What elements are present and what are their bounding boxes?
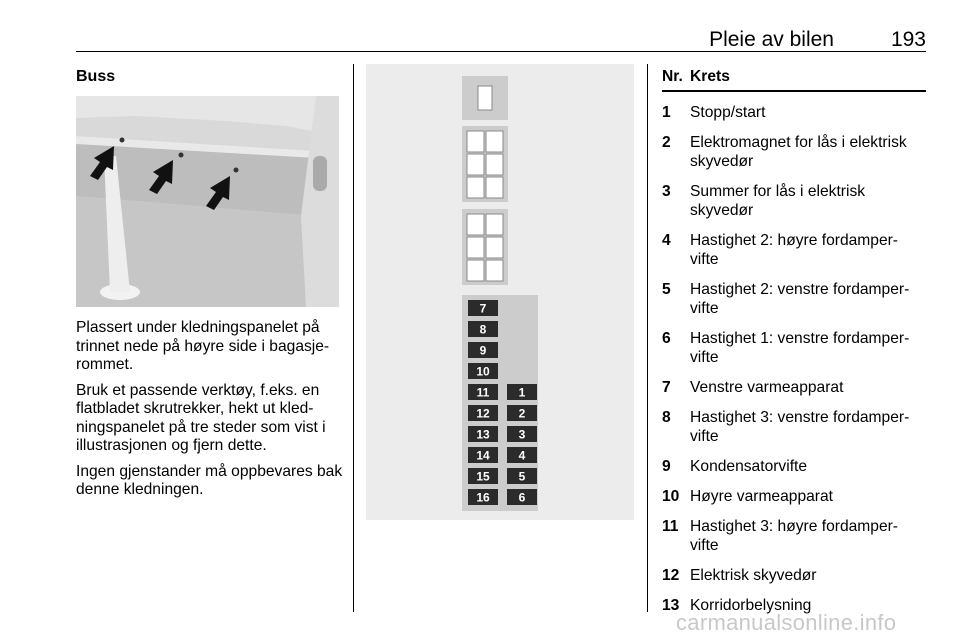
header-krets: Krets xyxy=(690,68,730,85)
table-body xyxy=(662,103,926,615)
fuse-label: 4 xyxy=(518,448,526,463)
fuse-label: 6 xyxy=(518,490,526,505)
row-number: 1 xyxy=(662,104,671,121)
fuse-label: 9 xyxy=(479,343,487,358)
row-number: 5 xyxy=(662,281,671,298)
header-nr: Nr. xyxy=(662,68,683,85)
row-circuit: Stopp/start xyxy=(690,104,766,121)
row-circuit: Kondensatorvifte xyxy=(690,458,808,475)
row-number: 7 xyxy=(662,379,671,396)
table-row xyxy=(662,487,926,506)
row-circuit: Hastighet 2: venstre fordamper-vifte xyxy=(690,281,910,317)
fuse-label: 3 xyxy=(518,427,526,442)
row-circuit: Hastighet 1: venstre fordamper-vifte xyxy=(690,330,910,366)
row-circuit: Hastighet 2: høyre fordamper-vifte xyxy=(690,232,899,268)
row-circuit: Venstre varmeapparat xyxy=(690,379,844,396)
row-circuit: Hastighet 3: høyre fordamper-vifte xyxy=(690,518,899,554)
page-header-title: Pleie av bilen xyxy=(709,28,834,51)
table-row xyxy=(662,329,926,367)
fuse-label: 13 xyxy=(476,427,490,442)
table-row xyxy=(662,231,926,269)
table-row xyxy=(662,517,926,555)
paragraph-location: Plassert under kledningspanelet på trinnet nede på høyre side i bagasje-rommet. xyxy=(76,319,330,373)
row-number: 11 xyxy=(662,518,679,535)
table-row xyxy=(662,457,926,476)
fuse-label: 15 xyxy=(476,469,490,484)
watermark: carmanualsonline.info xyxy=(676,610,897,635)
section-title: Buss xyxy=(76,68,116,85)
fuse-label: 5 xyxy=(518,469,526,484)
paragraph-warning: Ingen gjenstander må oppbevares bak denne kledningen. xyxy=(76,462,343,498)
row-circuit: Korridorbelysning xyxy=(690,597,812,614)
row-number: 9 xyxy=(662,458,671,475)
row-number: 10 xyxy=(662,488,680,505)
table-row xyxy=(662,280,926,318)
row-circuit: Summer for lås i elektrisk skyvedør xyxy=(690,183,866,219)
table-row xyxy=(662,378,926,397)
row-number: 3 xyxy=(662,183,671,200)
table-row xyxy=(662,408,926,446)
fuse-box-diagram xyxy=(366,64,634,520)
row-number: 2 xyxy=(662,134,671,151)
fuse-label: 12 xyxy=(476,406,490,421)
table-row xyxy=(662,566,926,585)
row-circuit: Hastighet 3: venstre fordamper-vifte xyxy=(690,409,910,445)
table-row xyxy=(662,182,926,220)
page-number: 193 xyxy=(890,28,926,51)
column-divider-right xyxy=(647,64,648,612)
row-number: 12 xyxy=(662,567,680,584)
table-row xyxy=(662,133,926,171)
row-circuit: Elektrisk skyvedør xyxy=(690,567,817,584)
fuse-label: 10 xyxy=(476,364,490,379)
fuse-label: 7 xyxy=(479,301,487,316)
fuse-label: 11 xyxy=(476,385,490,400)
row-number: 13 xyxy=(662,597,680,614)
fuse-label: 1 xyxy=(518,385,526,400)
fuse-label: 16 xyxy=(476,490,490,505)
illustration-photo xyxy=(76,96,339,307)
column-divider-left xyxy=(353,64,354,612)
fuse-label: 8 xyxy=(479,322,487,337)
table-header xyxy=(662,64,926,92)
section-paragraphs xyxy=(76,319,346,507)
row-circuit: Elektromagnet for lås i elektrisk skyvedør xyxy=(690,134,907,170)
row-circuit: Høyre varmeapparat xyxy=(690,488,833,505)
paragraph-instructions: Bruk et passende verktøy, f.eks. en flatbladet skrutrekker, hekt ut kled-ningspanelet på tre steder som vist i illustrasjonen og fjern dette. xyxy=(76,381,326,454)
row-number: 6 xyxy=(662,330,671,347)
row-number: 4 xyxy=(662,232,671,249)
circuit-table xyxy=(662,64,926,615)
fuse-label: 14 xyxy=(476,448,490,463)
table-row xyxy=(662,103,926,122)
fuse-label: 2 xyxy=(518,406,526,421)
header-rule xyxy=(76,51,926,52)
left-column xyxy=(76,64,343,498)
row-number: 8 xyxy=(662,409,671,426)
